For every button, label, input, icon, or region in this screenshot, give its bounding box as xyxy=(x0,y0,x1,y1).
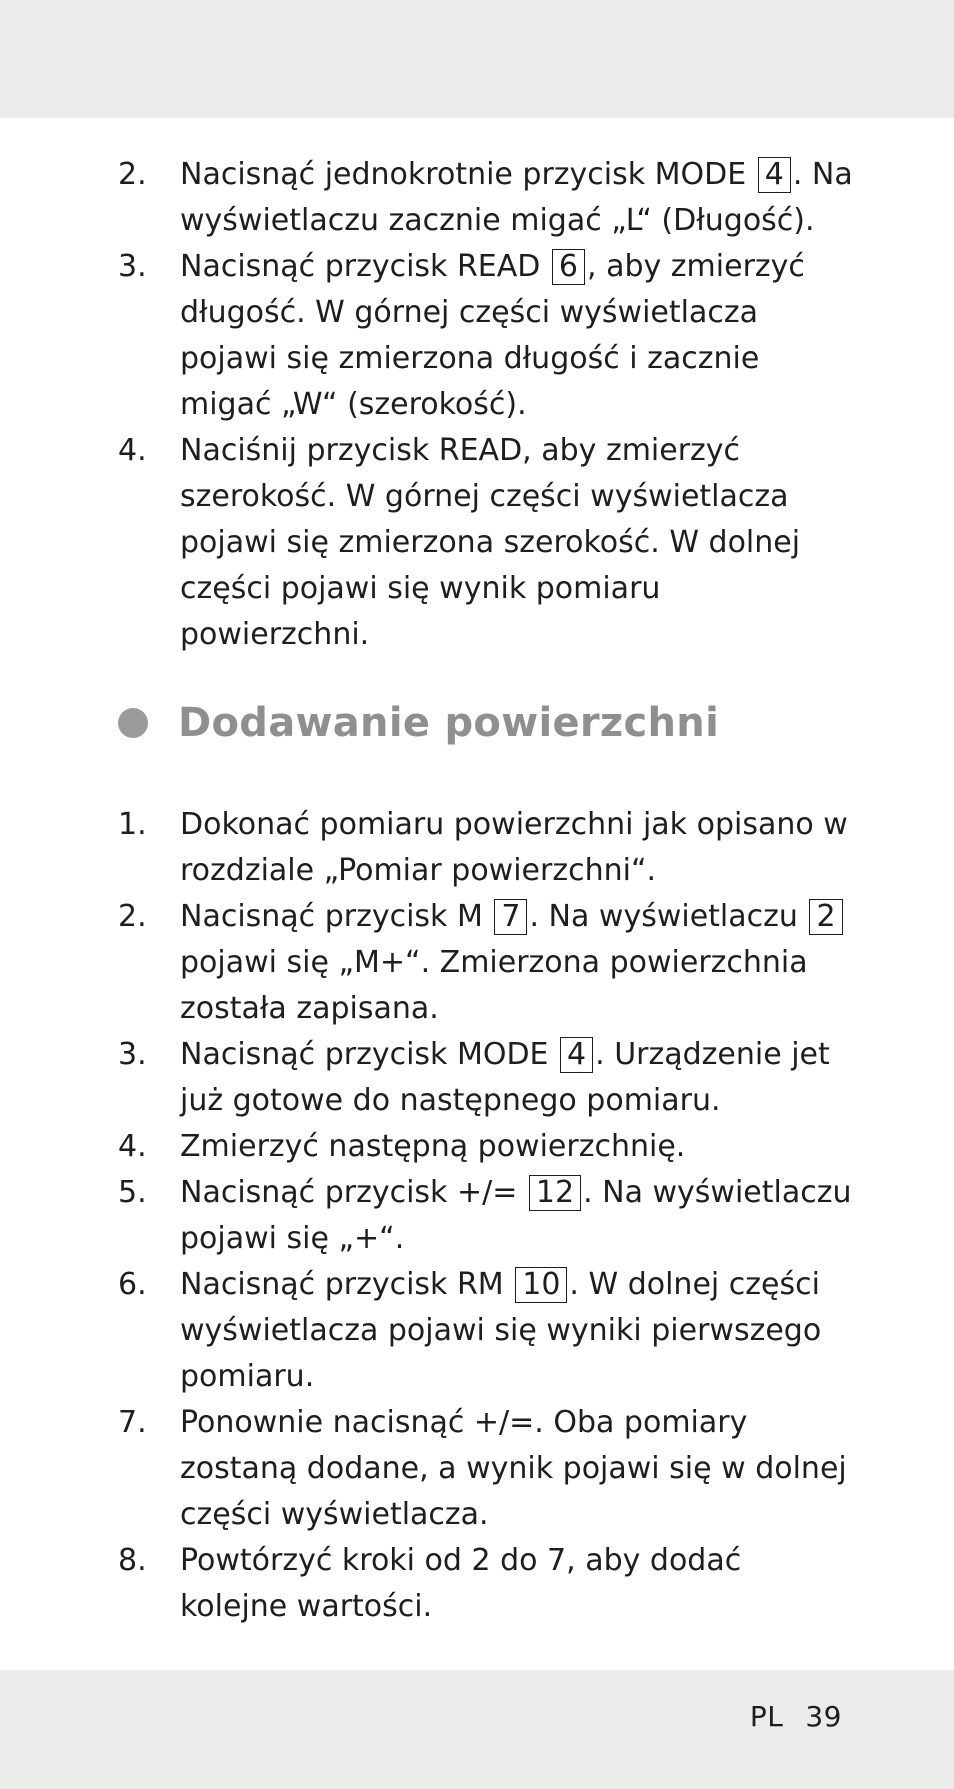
section-heading xyxy=(118,700,719,746)
step-text: Nacisnąć przycisk READ xyxy=(180,249,550,284)
ref-box: 2 xyxy=(809,899,842,935)
step-number: 2. xyxy=(118,899,147,934)
language-code: PL xyxy=(749,1700,784,1733)
list-item xyxy=(0,152,954,244)
ref-box: 7 xyxy=(494,899,527,935)
list-item xyxy=(0,802,954,894)
step-number: 7. xyxy=(118,1405,147,1440)
list-item xyxy=(0,1124,954,1170)
list-item xyxy=(0,894,954,1032)
step-text: Ponownie nacisnąć +/=. Oba pomiary zostaną dodane, a wynik pojawi się w dolnej części wyświetlacza. xyxy=(180,1405,847,1532)
step-text: Nacisnąć przycisk M xyxy=(180,899,493,934)
step-number: 8. xyxy=(118,1543,147,1578)
step-text: . W dolnej części wyświetlacza pojawi się wyniki pierwszego pomiaru. xyxy=(180,1267,822,1394)
header-band xyxy=(0,0,954,118)
step-number: 2. xyxy=(118,157,147,192)
step-text: . Na wyświetlaczu zacznie migać „L“ (Długość). xyxy=(180,157,853,238)
page-footer xyxy=(750,1700,842,1733)
page-number: 39 xyxy=(805,1700,842,1733)
list-item xyxy=(0,1538,954,1630)
list-item xyxy=(0,428,954,658)
step-text: Dokonać pomiaru powierzchni jak opisano w rozdziale „Pomiar powierzchni“. xyxy=(180,807,848,888)
step-number: 5. xyxy=(118,1175,147,1210)
ref-box: 4 xyxy=(758,157,791,193)
step-text: . Urządzenie jet już gotowe do następnego pomiaru. xyxy=(180,1037,830,1118)
step-text: . Na wyświetlaczu pojawi się „+“. xyxy=(180,1175,852,1256)
step-number: 6. xyxy=(118,1267,147,1302)
step-number: 4. xyxy=(118,433,147,468)
step-text: . Na wyświetlaczu xyxy=(529,899,808,934)
step-number: 3. xyxy=(118,1037,147,1072)
ref-box: 6 xyxy=(552,249,585,285)
step-text: pojawi się „M+“. Zmierzona powierzchnia została zapisana. xyxy=(180,945,808,1026)
step-text: , aby zmierzyć długość. W górnej części wyświetlacza pojawi się zmierzona długość i zacznie migać „W“ (szerokość). xyxy=(180,249,805,422)
section-title: Dodawanie powierzchni xyxy=(178,700,720,746)
step-text: Naciśnij przycisk READ, aby zmierzyć szerokość. W górnej części wyświetlacza pojawi się zmierzona szerokość. W dolnej części pojawi się wynik pomiaru powierzchni. xyxy=(180,433,801,652)
step-number: 4. xyxy=(118,1129,147,1164)
list-item xyxy=(0,1262,954,1400)
bullet-dot-icon xyxy=(118,708,148,738)
list-item xyxy=(0,1400,954,1538)
step-text: Nacisnąć przycisk RM xyxy=(180,1267,514,1302)
step-number: 1. xyxy=(118,807,147,842)
step-number: 3. xyxy=(118,249,147,284)
ref-box: 4 xyxy=(560,1037,593,1073)
step-text: Nacisnąć przycisk MODE xyxy=(180,1037,559,1072)
step-text: Zmierzyć następną powierzchnię. xyxy=(180,1129,686,1164)
ref-box: 10 xyxy=(515,1267,567,1303)
list-item xyxy=(0,1170,954,1262)
step-text: Nacisnąć przycisk +/= xyxy=(180,1175,527,1210)
steps-list-add-area xyxy=(0,802,954,1630)
list-item xyxy=(0,244,954,428)
step-text: Powtórzyć kroki od 2 do 7, aby dodać kolejne wartości. xyxy=(180,1543,742,1624)
steps-list-measure xyxy=(0,152,954,658)
step-text: Nacisnąć jednokrotnie przycisk MODE xyxy=(180,157,756,192)
list-item xyxy=(0,1032,954,1124)
ref-box: 12 xyxy=(529,1175,581,1211)
